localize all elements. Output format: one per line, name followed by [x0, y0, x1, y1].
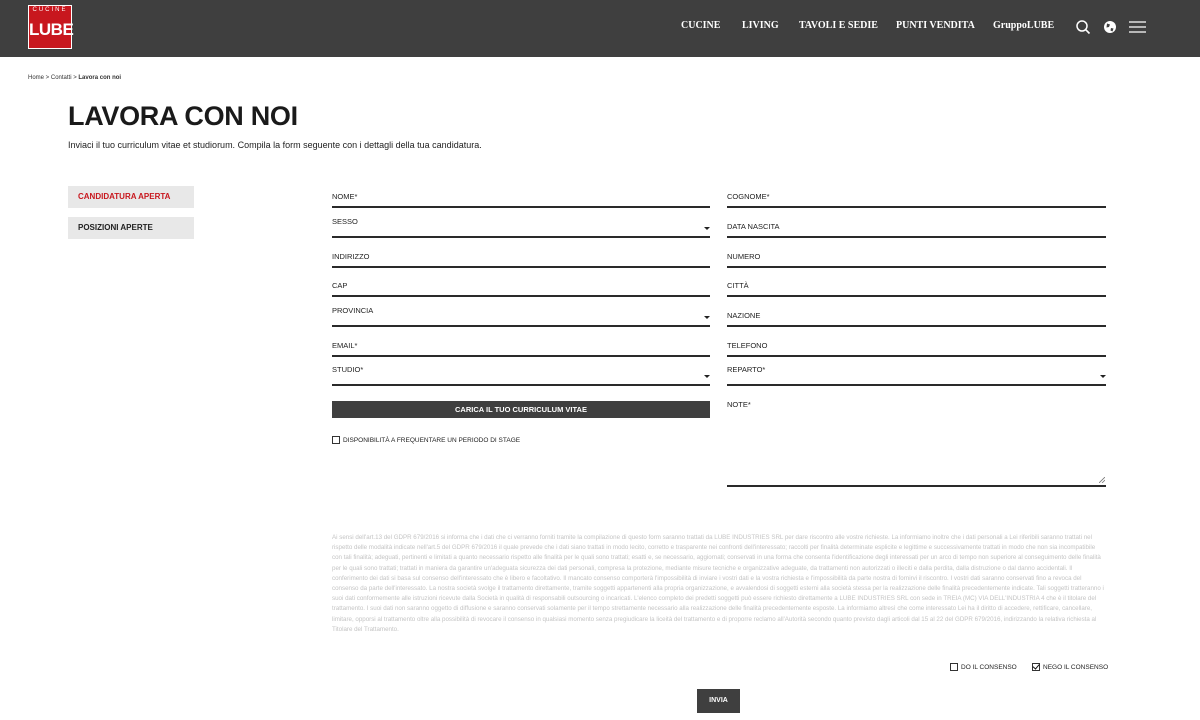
nav-punti-vendita[interactable]: PUNTI VENDITA [896, 20, 975, 31]
breadcrumb-separator: > [44, 75, 51, 81]
note-textarea[interactable] [727, 395, 1106, 487]
consent-no-label: NEGO IL CONSENSO [1043, 664, 1109, 671]
search-icon[interactable] [1075, 19, 1091, 35]
provincia-label: PROVINCIA [332, 306, 374, 315]
data-nascita-label: DATA NASCITA [727, 222, 780, 231]
upload-cv-button[interactable]: CARICA IL TUO CURRICULUM VITAE [332, 401, 710, 418]
provincia-select[interactable] [332, 305, 710, 327]
studio-select[interactable] [332, 364, 710, 386]
tab-candidatura-aperta[interactable]: CANDIDATURA APERTA [68, 186, 194, 208]
citta-label: CITTÀ [727, 281, 749, 290]
sesso-label: SESSO [332, 217, 358, 226]
studio-label: STUDIO* [332, 365, 364, 374]
chevron-down-icon [704, 227, 710, 230]
nav-tavoli-e-sedie[interactable]: TAVOLI E SEDIE [799, 20, 878, 31]
email-field[interactable] [332, 335, 710, 357]
breadcrumb-contatti[interactable]: Contatti [50, 75, 72, 81]
data-nascita-field[interactable] [727, 216, 1106, 238]
breadcrumb-home[interactable]: Home [28, 75, 45, 81]
consent-no-checkbox[interactable] [1032, 663, 1040, 671]
email-label: EMAIL* [332, 341, 358, 350]
nav-gruppolube[interactable]: GruppoLUBE [993, 20, 1055, 31]
indirizzo-label: INDIRIZZO [332, 252, 370, 261]
cognome-field[interactable] [727, 186, 1106, 208]
breadcrumb-separator: > [71, 75, 79, 81]
resize-grip-icon[interactable] [1099, 477, 1105, 483]
chevron-down-icon [1100, 375, 1106, 378]
privacy-notice: Ai sensi dell'art.13 del GDPR 679/2016 si informa che i dati che ci verranno forniti tramite la compilazione di questo form saranno trattati da LUBE INDUSTRIES SRL per dare riscontro alle vostre richieste. La informiamo inoltre che i dati personali a Lei riferibili saranno trattati nel rispetto delle modalità indicate nell'art.5 del GDPR 679/2016 il quale prevede che i dati siano trattati in modo lecito, corretto e trasparente nei confronti dell'interessato; raccolti per finalità determinate esplicite e legittime e successivamente trattati in modo che non sia incompatibile con tali finalità; adeguati, pertinenti e limitati a quanto necessario rispetto alle finalità per le quali sono trattati; esatti e, se necessario, aggiornati; conservati in una forma che consenta l'identificazione degli interessati per un arco di tempo non superiore al conseguimento delle finalità per le quali sono trattati; trattati in maniera da garantire un'adeguata sicurezza dei dati personali, compresa la protezione, mediante misure tecniche e organizzative adeguate, da trattamenti non autorizzati o illeciti e dalla perdita, dalla distruzione o dal danno accidentali. Il conferimento dei dati si basa sul consenso dell'interessato che è libero e facoltativo. Il mancato consenso comporterà l'impossibilità di inviare i vostri dati e la vostra richiesta e l'impossibilità da parte nostra di fornirvi il riscontro. I vostri dati saranno conservati fino a revoca del consenso da parte dell'interessato. La nostra società svolge il trattamento direttamente, tramite soggetti appartenenti alla propria organizzazione, e avvalendosi di soggetti esterni alla società stessa per la realizzazione delle finalità precedentemente indicate. Tali soggetti tratteranno i suoi dati conformemente alle istruzioni ricevute dalla Società in qualità di responsabili outsourcing o incaricati. L'elenco completo dei predetti soggetti può essere richiesto direttamente a LUBE INDUSTRIES SRL con sede in TREIA (MC) VIA DELL'INDUSTRIA 4 che è il titolare del trattamento. I suoi dati non saranno oggetto di diffusione e saranno conservati solamente per il tempo strettamente necessario alla realizzazione delle finalità precedentemente esposte. La informiamo altresì che come interessato Lei ha il diritto di accedere, rettificare, cancellare, limitare, opporsi al trattamento oltre alla possibilità di revocare il consenso in qualsiasi momento senza pregiudicare la liceità del trattamento e di proporre reclamo all'Autorità secondo quanto previsto dagli articoli dal 15 al 22 del GDPR 679/2016, indirizzando la relativa richiesta al Titolare del Trattamento. [332, 534, 1104, 633]
tab-posizioni-aperte[interactable]: POSIZIONI APERTE [68, 217, 194, 239]
chevron-down-icon [704, 375, 710, 378]
logo-subtext: CUCINE [32, 7, 68, 13]
cognome-label: COGNOME* [727, 192, 770, 201]
indirizzo-field[interactable] [332, 246, 710, 268]
site-header [0, 0, 1200, 57]
stage-checkbox-label: DISPONIBILITÀ A FREQUENTARE UN PERIODO DI STAGE [343, 437, 521, 444]
page-subtitle: Inviaci il tuo curriculum vitae et studiorum. Compila la form seguente con i dettagli della tua candidatura. [68, 140, 482, 150]
nav-living[interactable]: LIVING [742, 20, 779, 31]
page-title: LAVORA CON NOI [68, 101, 298, 131]
consent-yes-checkbox[interactable] [950, 663, 958, 671]
lube-logo[interactable] [28, 5, 72, 49]
submit-button[interactable]: INVIA [697, 689, 740, 713]
consent-yes-label: DO IL CONSENSO [961, 664, 1017, 671]
chevron-down-icon [704, 316, 710, 319]
stage-checkbox[interactable] [332, 436, 340, 444]
logo-text: LUBE [29, 20, 74, 39]
numero-field[interactable] [727, 246, 1106, 268]
nazione-field[interactable] [727, 305, 1106, 327]
breadcrumb-current: Lavora con noi [78, 75, 122, 81]
reparto-select[interactable] [727, 364, 1106, 386]
telefono-label: TELEFONO [727, 341, 768, 350]
numero-label: NUMERO [727, 252, 761, 261]
reparto-label: REPARTO* [727, 365, 766, 374]
nazione-label: NAZIONE [727, 311, 761, 320]
nome-field[interactable] [332, 186, 710, 208]
cap-field[interactable] [332, 275, 710, 297]
breadcrumb [28, 75, 121, 81]
globe-icon[interactable] [1102, 19, 1118, 35]
nav-cucine[interactable]: CUCINE [681, 20, 721, 31]
citta-field[interactable] [727, 275, 1106, 297]
telefono-field[interactable] [727, 335, 1106, 357]
menu-icon[interactable] [1129, 19, 1146, 35]
nome-label: NOME* [332, 192, 358, 201]
sesso-select[interactable] [332, 216, 710, 238]
note-label: NOTE* [727, 400, 751, 409]
cap-label: CAP [332, 281, 348, 290]
